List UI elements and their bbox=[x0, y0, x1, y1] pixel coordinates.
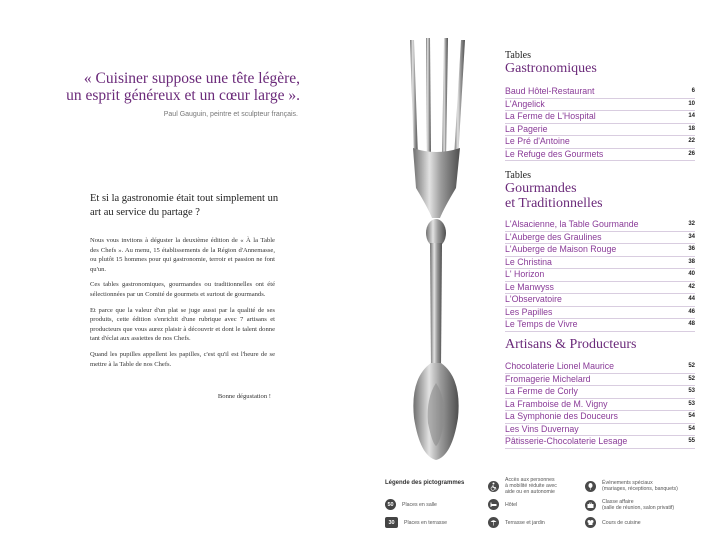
legend-label bbox=[602, 499, 674, 511]
list-item[interactable] bbox=[505, 111, 695, 124]
list-item[interactable] bbox=[505, 257, 695, 270]
artisans-list bbox=[505, 361, 695, 449]
item-page: 18 bbox=[688, 125, 695, 132]
item-page: 38 bbox=[688, 258, 695, 265]
legend-label-line: Accès aux personnes bbox=[505, 477, 555, 483]
item-name: L' Horizon bbox=[505, 269, 545, 279]
item-page: 48 bbox=[688, 321, 695, 328]
legend-label: Places en terrasse bbox=[404, 519, 447, 526]
legend-terrasse-places bbox=[385, 517, 447, 528]
item-page: 44 bbox=[688, 296, 695, 303]
item-name: La Ferme de L'Hospital bbox=[505, 111, 596, 121]
list-item[interactable] bbox=[505, 374, 695, 387]
item-page: 22 bbox=[688, 138, 695, 145]
item-name: La Ferme de Corly bbox=[505, 386, 578, 396]
chef-hat-icon bbox=[585, 517, 596, 528]
intro-paragraph: Ces tables gastronomiques, gourmandes ou traditionnelles ont été sélectionnées par un Comité de gourmets et surtout de gourmands. bbox=[90, 281, 275, 298]
parasol-icon bbox=[488, 517, 499, 528]
legend-cours bbox=[585, 517, 641, 528]
places-salle-badge: 50 bbox=[385, 499, 396, 510]
item-name: Les Papilles bbox=[505, 306, 553, 317]
section-gourmandes bbox=[505, 170, 695, 211]
item-page: 53 bbox=[688, 400, 695, 407]
list-item[interactable] bbox=[505, 149, 695, 162]
item-name: L'Observatoire bbox=[505, 294, 562, 304]
list-item[interactable] bbox=[505, 319, 695, 332]
fork-illustration bbox=[388, 38, 488, 463]
legend-label-line: à mobilité réduite avec bbox=[505, 483, 557, 489]
legend-label-line: (salle de réunion, salon privatif) bbox=[602, 505, 675, 511]
section-title: Gastronomiques bbox=[505, 61, 597, 76]
legend-label: Places en salle bbox=[402, 501, 437, 508]
section-title: Artisans & Producteurs bbox=[505, 337, 637, 352]
item-name: La Framboise de M. Vigny bbox=[505, 398, 608, 409]
item-page: 42 bbox=[688, 283, 695, 290]
quote-author: Paul Gauguin, peintre et sculpteur français. bbox=[163, 111, 298, 118]
quote-line-1: « Cuisiner suppose une tête légère, bbox=[83, 70, 300, 87]
item-page: 32 bbox=[688, 221, 695, 228]
list-item[interactable] bbox=[505, 399, 695, 412]
item-name: L'Angelick bbox=[505, 98, 545, 109]
intro-title: Et si la gastronomie était tout simplement un art au service du partage ? bbox=[90, 193, 279, 218]
section-artisans bbox=[505, 337, 695, 352]
intro-signoff: Bonne dégustation ! bbox=[217, 393, 271, 400]
section-small-title: Tables bbox=[505, 170, 531, 181]
legend-label-line: (mariages, réceptions, banquets) bbox=[602, 486, 678, 492]
legend-label-line: aide ou en autonomie bbox=[505, 489, 555, 495]
legend-label-line: Classe affaire bbox=[602, 499, 634, 505]
bed-icon bbox=[488, 499, 499, 510]
list-item[interactable] bbox=[505, 86, 695, 99]
item-page: 26 bbox=[688, 150, 695, 157]
item-page: 6 bbox=[691, 88, 695, 95]
item-page: 36 bbox=[688, 246, 695, 253]
list-item[interactable] bbox=[505, 361, 695, 374]
item-page: 53 bbox=[688, 388, 695, 395]
item-page: 52 bbox=[688, 375, 695, 382]
item-name: Le Christina bbox=[505, 256, 552, 267]
item-name: La Symphonie des Douceurs bbox=[505, 411, 618, 421]
section-gastronomiques bbox=[505, 50, 695, 76]
item-name: L'Auberge de Maison Rouge bbox=[505, 244, 617, 254]
intro-paragraph: Et parce que la valeur d'un plat se juge aussi par la qualité de ses produits, cette édition s'enrichit d'une rubrique avec 7 artisans et producteurs que vous aurez plaisir à découvrir et dont le talent donne tant d'éclat aux assiettes de nos Chefs. bbox=[90, 306, 275, 343]
list-item[interactable] bbox=[505, 136, 695, 149]
list-item[interactable] bbox=[505, 282, 695, 295]
section-title-line-2: et Traditionnelles bbox=[505, 196, 603, 211]
legend-events bbox=[585, 480, 678, 492]
intro-body bbox=[90, 236, 275, 375]
legend-label bbox=[505, 477, 557, 495]
legend-accessibility bbox=[488, 477, 557, 495]
places-terrasse-badge: 30 bbox=[385, 517, 398, 528]
list-item[interactable] bbox=[505, 99, 695, 112]
item-page: 10 bbox=[688, 100, 695, 107]
legend-label: Cours de cuisine bbox=[602, 519, 641, 526]
item-page: 55 bbox=[688, 438, 695, 445]
item-page: 14 bbox=[688, 113, 695, 120]
item-name: L'Auberge des Graulines bbox=[505, 231, 602, 242]
list-item[interactable] bbox=[505, 269, 695, 282]
list-item[interactable] bbox=[505, 307, 695, 320]
list-item[interactable] bbox=[505, 244, 695, 257]
wheelchair-icon bbox=[488, 481, 499, 492]
list-item[interactable] bbox=[505, 232, 695, 245]
legend-terrasse-jardin bbox=[488, 517, 545, 528]
legend-hotel bbox=[488, 499, 517, 510]
list-item[interactable] bbox=[505, 124, 695, 137]
item-name: Baud Hôtel-Restaurant bbox=[505, 86, 595, 96]
list-item[interactable] bbox=[505, 219, 695, 232]
item-page: 54 bbox=[688, 425, 695, 432]
section-title: Gourmandes bbox=[505, 181, 577, 196]
item-name: La Pagerie bbox=[505, 123, 548, 134]
gourmandes-list bbox=[505, 219, 695, 332]
legend-business bbox=[585, 499, 674, 511]
item-page: 34 bbox=[688, 233, 695, 240]
item-name: Le Temps de Vivre bbox=[505, 319, 578, 329]
item-page: 40 bbox=[688, 271, 695, 278]
epigraph-quote bbox=[60, 70, 300, 104]
balloon-icon bbox=[585, 481, 596, 492]
legend-salle bbox=[385, 499, 437, 510]
list-item[interactable] bbox=[505, 436, 695, 449]
legend-label bbox=[602, 480, 678, 492]
item-name: Les Vins Duvernay bbox=[505, 423, 579, 434]
item-name: Chocolaterie Lionel Maurice bbox=[505, 361, 615, 371]
list-item[interactable] bbox=[505, 424, 695, 437]
legend-label: Terrasse et jardin bbox=[505, 519, 545, 526]
list-item[interactable] bbox=[505, 294, 695, 307]
briefcase-icon bbox=[585, 500, 596, 511]
gastro-list bbox=[505, 86, 695, 161]
item-page: 46 bbox=[688, 308, 695, 315]
intro-paragraph: Nous vous invitons à déguster la deuxième édition de « À la Table des Chefs ». Au menu, 15 établissements de la Région d'Annemasse, ou plutôt 15 hommes pour qui gastronomie, terroir et passion ne font qu'un. bbox=[90, 237, 275, 273]
section-small-title: Tables bbox=[505, 50, 531, 61]
list-item[interactable] bbox=[505, 386, 695, 399]
list-item[interactable] bbox=[505, 411, 695, 424]
item-page: 52 bbox=[688, 363, 695, 370]
item-name: Le Pré d'Antoine bbox=[505, 136, 570, 146]
item-name: Le Manwyss bbox=[505, 281, 554, 292]
item-name: Le Refuge des Gourmets bbox=[505, 148, 604, 159]
legend-title: Légende des pictogrammes bbox=[385, 480, 465, 486]
item-name: L'Alsacienne, la Table Gourmande bbox=[505, 219, 639, 229]
intro-paragraph: Quand les pupilles appellent les papilles, c'est qu'il est l'heure de se mettre à la Table de nos Chefs. bbox=[90, 350, 275, 368]
item-name: Pâtisserie-Chocolaterie Lesage bbox=[505, 436, 628, 446]
legend-label: Hôtel bbox=[505, 501, 518, 508]
item-page: 54 bbox=[688, 413, 695, 420]
quote-line-2: un esprit généreux et un cœur large ». bbox=[66, 87, 300, 104]
item-name: Fromagerie Michelard bbox=[505, 373, 591, 384]
legend-label-line: Événements spéciaux bbox=[602, 480, 653, 486]
